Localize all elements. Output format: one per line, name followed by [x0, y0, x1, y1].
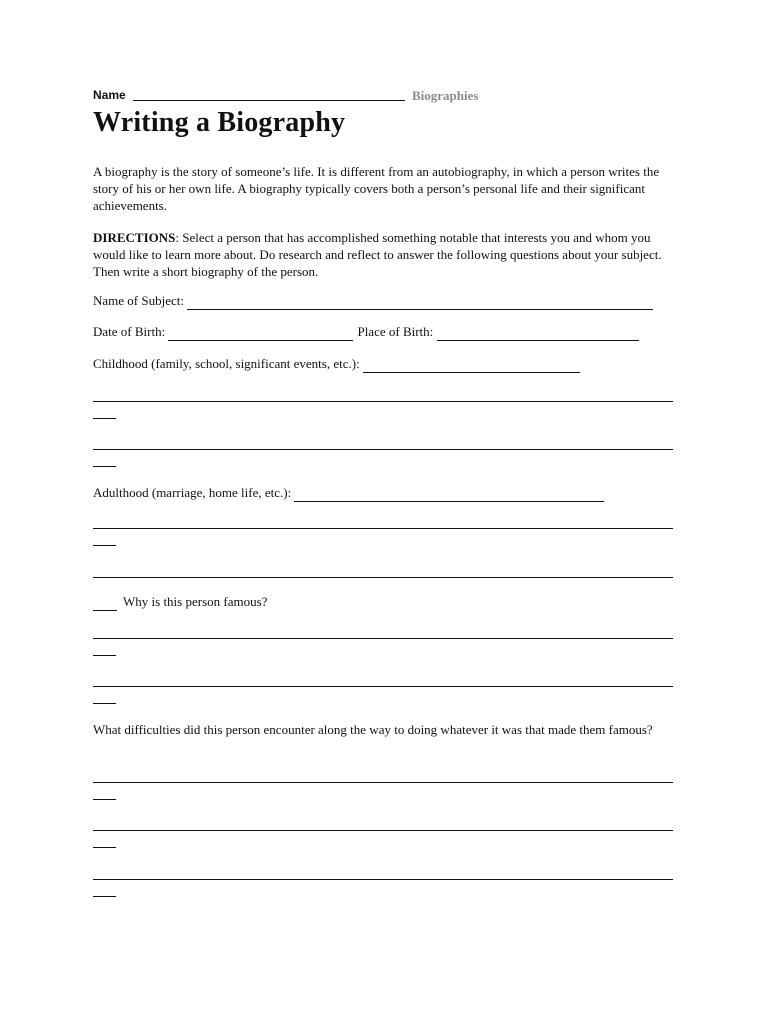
page-title: Writing a Biography: [93, 107, 346, 138]
difficulties-answer-line[interactable]: [93, 782, 673, 783]
adulthood-answer-line[interactable]: [93, 528, 673, 529]
adulthood-answer-line[interactable]: [93, 545, 116, 546]
famous-label: Why is this person famous?: [123, 594, 268, 609]
famous-check-blank[interactable]: [93, 597, 117, 611]
difficulties-answer-line[interactable]: [93, 847, 116, 848]
famous-answer-line[interactable]: [93, 686, 673, 687]
section-label: Biographies: [412, 88, 479, 103]
childhood-answer-line[interactable]: [93, 401, 673, 402]
childhood-label: Childhood (family, school, significant events, etc.):: [93, 356, 363, 371]
difficulties-answer-line[interactable]: [93, 830, 673, 831]
famous-field: [93, 593, 673, 611]
adulthood-answer-line[interactable]: [93, 577, 673, 578]
famous-answer-line[interactable]: [93, 638, 673, 639]
childhood-field: [93, 355, 673, 373]
famous-answer-line[interactable]: [93, 655, 116, 656]
famous-answer-line[interactable]: [93, 703, 116, 704]
subject-input-line[interactable]: [187, 296, 653, 310]
directions-label: DIRECTIONS: [93, 230, 176, 245]
name-label: Name: [93, 88, 126, 102]
difficulties-question: What difficulties did this person encounter along the way to doing whatever it was that made them famous?: [93, 722, 653, 737]
difficulties-answer-line[interactable]: [93, 896, 116, 897]
childhood-answer-line[interactable]: [93, 466, 116, 467]
directions-text: : Select a person that has accomplished something notable that interests you and whom you would like to learn more about. Do research and reflect to answer the following questions about your subject. Then write a short biography of the person.: [93, 230, 662, 279]
difficulties-answer-line[interactable]: [93, 799, 116, 800]
subject-label: Name of Subject:: [93, 293, 188, 308]
difficulties-answer-line[interactable]: [93, 879, 673, 880]
adulthood-input-line[interactable]: [294, 488, 604, 502]
birth-field: [93, 323, 673, 341]
dob-input-line[interactable]: [168, 327, 353, 341]
dob-label: Date of Birth:: [93, 324, 169, 339]
childhood-answer-line[interactable]: [93, 449, 673, 450]
childhood-answer-line[interactable]: [93, 418, 116, 419]
pob-input-line[interactable]: [437, 327, 639, 341]
childhood-input-line[interactable]: [363, 359, 580, 373]
directions-paragraph: [93, 229, 673, 280]
adulthood-label: Adulthood (marriage, home life, etc.):: [93, 485, 295, 500]
pob-label: Place of Birth:: [357, 324, 437, 339]
intro-paragraph: A biography is the story of someone’s life. It is different from an autobiography, in which a person writes the story of his or her own life. A biography typically covers both a person’s personal life and their significant achievements.: [93, 164, 660, 213]
subject-field: [93, 292, 673, 310]
name-input-line[interactable]: [133, 100, 405, 101]
adulthood-field: [93, 484, 673, 502]
